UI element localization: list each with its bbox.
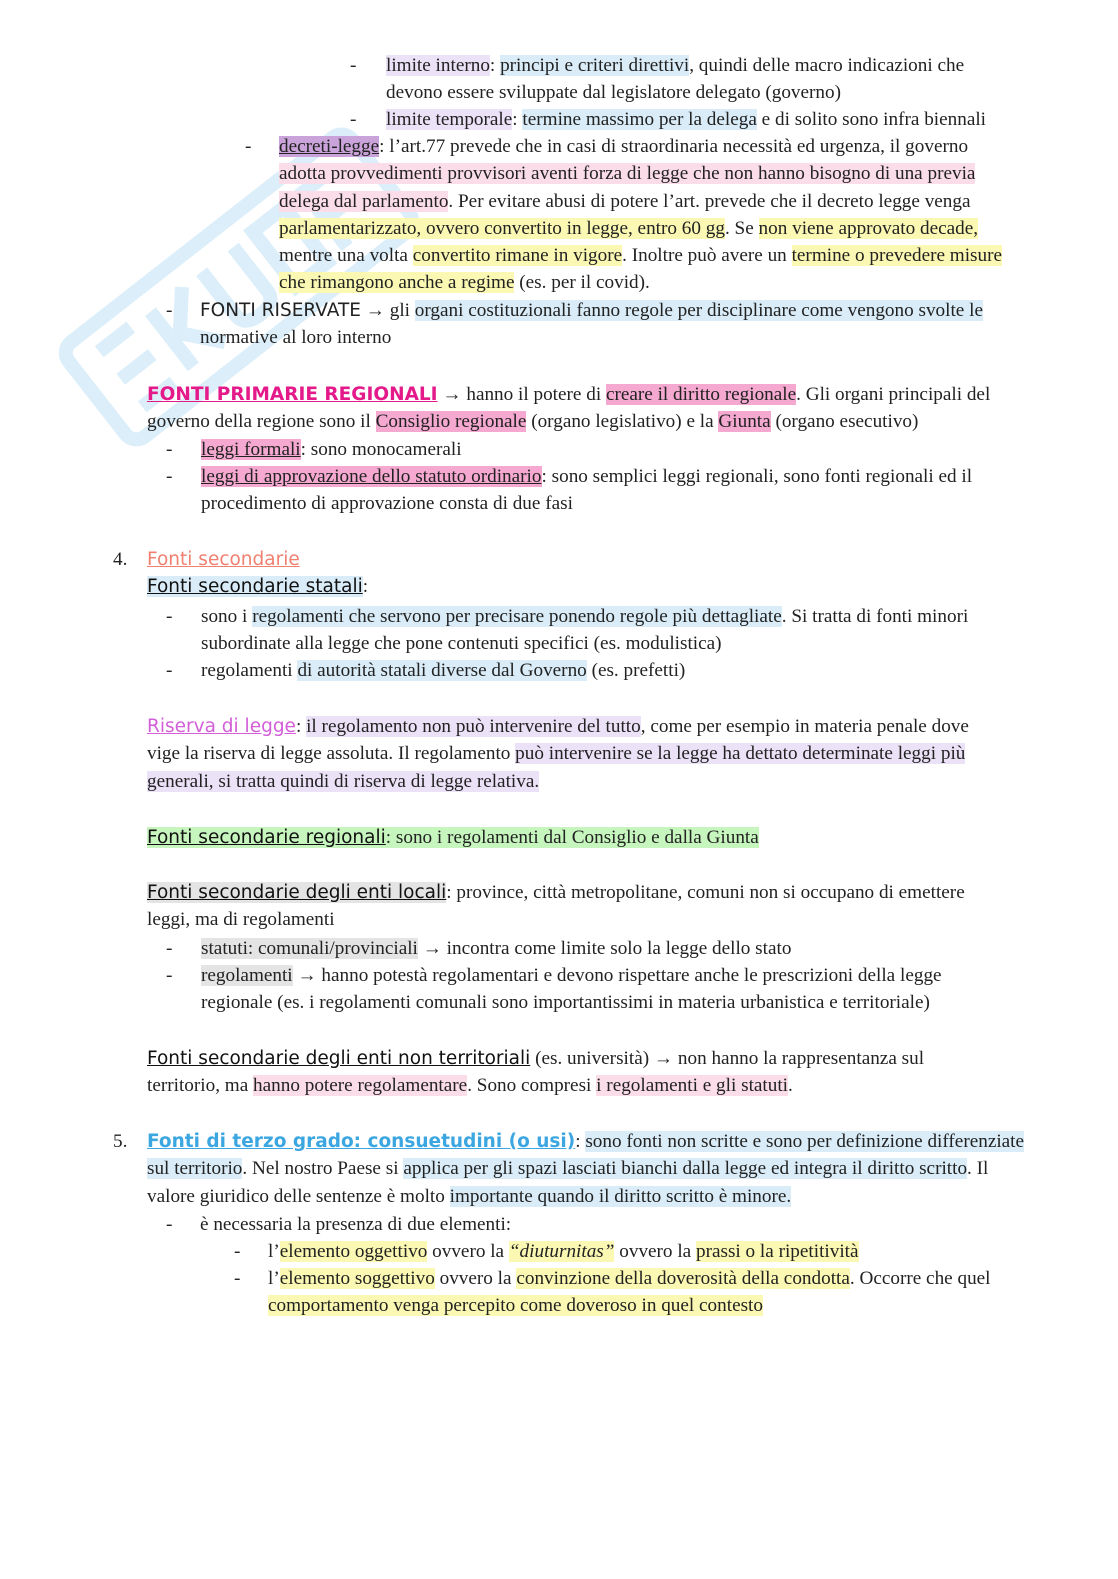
text-line: leggi formali: sono monocamerali bbox=[201, 439, 462, 460]
text-line: l’elemento oggettivo ovvero la “diuturnitas” ovvero la prassi o la ripetitività bbox=[268, 1241, 859, 1262]
text-line: limite interno: principi e criteri direttivi, quindi delle macro indicazioni che devono essere sviluppate dal legislatore delegato (governo) bbox=[386, 55, 965, 104]
bullet-dash: - bbox=[245, 136, 252, 157]
bullet-dash: - bbox=[166, 1214, 173, 1235]
list-number: 5. bbox=[113, 1131, 128, 1152]
bullet-dash: - bbox=[234, 1268, 241, 1289]
fonti-primarie-regionali-paragraph: FONTI PRIMARIE REGIONALI → hanno il potere di creare il diritto regionale. Gli organi principali del governo della regione sono il Consiglio regionale (organo legislativo) e la Giunta (organo esecutivo) bbox=[147, 384, 991, 433]
bullet-dash: - bbox=[166, 466, 173, 487]
bullet-dash: - bbox=[166, 606, 173, 627]
fonti-terzo-grado-paragraph: Fonti di terzo grado: consuetudini (o usi): sono fonti non scritte e sono per definizione differenziate sul territorio. Nel nostro Paese si applica per gli spazi lasciati bianchi dalla legge ed integra il diritto scritto. Il valore giuridico delle sentenze è molto importante quando il diritto scritto è minore. bbox=[147, 1131, 1025, 1207]
text-line: statuti: comunali/provinciali → incontra come limite solo la legge dello stato bbox=[201, 938, 792, 959]
bullet-dash: - bbox=[166, 439, 173, 460]
bullet-dash: - bbox=[350, 55, 357, 76]
text-line: regolamenti → hanno potestà regolamentari e devono rispettare anche le prescrizioni della legge regionale (es. i regolamenti comunali sono importantissimi in materia urbanistica e territoriale) bbox=[201, 965, 942, 1014]
text-line: limite temporale: termine massimo per la delega e di solito sono infra biennali bbox=[386, 109, 987, 130]
riserva-di-legge-paragraph: Riserva di legge: il regolamento non può intervenire del tutto, come per esempio in materia penale dove vige la riserva di legge assoluta. Il regolamento può intervenire se la legge ha dettato determinate leggi più generali, si tratta quindi di riserva di legge relativa. bbox=[147, 716, 969, 792]
decreti-legge-paragraph: decreti-legge: l’art.77 prevede che in casi di straordinaria necessità ed urgenza, il governo adotta provvedimenti provvisori aventi forza di legge che non hanno bisogno di una previa delega dal parlamento. Per evitare abusi di potere l’art. prevede che il decreto legge venga parlamentarizzato, ovvero convertito in legge, entro 60 gg. Se non viene approvato decade, mentre una volta convertito rimane in vigore. Inoltre può avere un termine o prevedere misure che rimangono anche a regime (es. per il covid). bbox=[279, 136, 1003, 294]
text-line: leggi di approvazione dello statuto ordinario: sono semplici leggi regionali, sono fonti regionali ed il procedimento di approvazione consta di due fasi bbox=[201, 466, 973, 515]
section-heading: FONTI PRIMARIE REGIONALI bbox=[147, 384, 438, 405]
text-line: è necessaria la presenza di due elementi: bbox=[200, 1214, 512, 1235]
text-line: l’elemento soggettivo ovvero la convinzione della doverosità della condotta. Occorre che quel comportamento venga percepito come doveroso in quel contesto bbox=[268, 1268, 991, 1317]
text-line: regolamenti di autorità statali diverse dal Governo (es. prefetti) bbox=[201, 660, 686, 681]
bullet-dash: - bbox=[350, 109, 357, 130]
fonti-riservate-paragraph: FONTI RISERVATE → gli organi costituzionali fanno regole per disciplinare come vengono svolte le normative al loro interno bbox=[200, 300, 983, 349]
text-line: sono i regolamenti che servono per precisare ponendo regole più dettagliate. Si tratta di fonti minori subordinate alla legge che pone contenuti specifici (es. modulistica) bbox=[201, 606, 969, 655]
enti-locali-paragraph: Fonti secondarie degli enti locali: province, città metropolitane, comuni non si occupano di emettere leggi, ma di regolamenti bbox=[147, 882, 965, 931]
bullet-dash: - bbox=[166, 300, 173, 321]
bullet-dash: - bbox=[166, 965, 173, 986]
bullet-dash: - bbox=[234, 1241, 241, 1262]
list-number: 4. bbox=[113, 549, 128, 570]
fonti-secondarie-heading: Fonti secondarie Fonti secondarie statali: bbox=[147, 549, 369, 598]
enti-non-territoriali-paragraph: Fonti secondarie degli enti non territoriali (es. università) → non hanno la rappresentanza sul territorio, ma hanno potere regolamentare. Sono compresi i regolamenti e gli statuti. bbox=[147, 1048, 925, 1097]
section-heading: Fonti di terzo grado: consuetudini (o usi) bbox=[147, 1131, 576, 1152]
bullet-dash: - bbox=[166, 938, 173, 959]
fonti-secondarie-regionali-paragraph: Fonti secondarie regionali: sono i regolamenti dal Consiglio e dalla Giunta bbox=[147, 827, 759, 848]
bullet-dash: - bbox=[166, 660, 173, 681]
